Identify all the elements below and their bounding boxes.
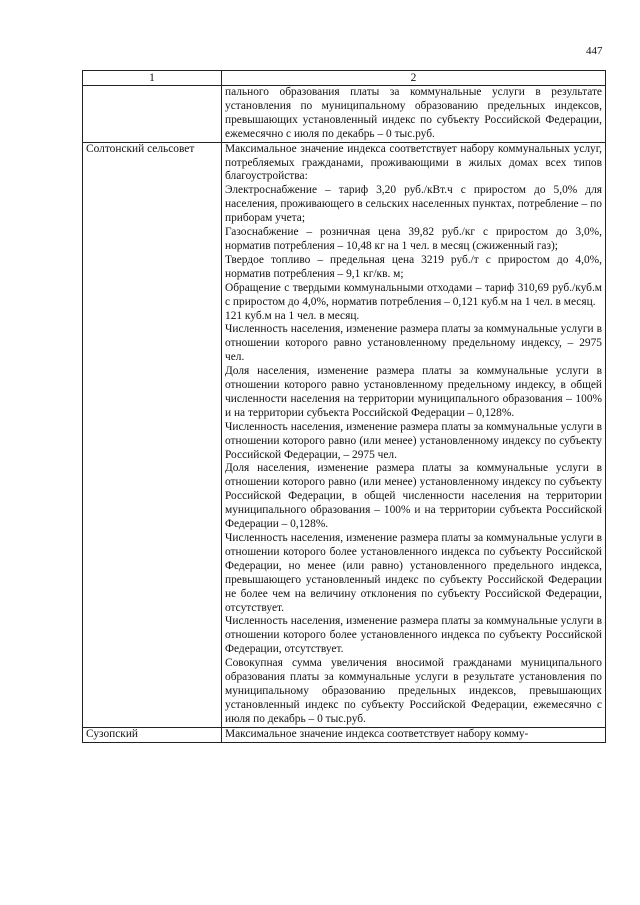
column-header-1: 1 (83, 71, 222, 86)
paragraph: Электроснабжение – тариф 3,20 руб./кВт.ч с приростом до 5,0% для населения, проживающего в сельских населенных пунктах, потребление – по приборам учета; (225, 184, 602, 225)
paragraph: пального образования платы за коммунальные услуги в результате установления по муниципальному образованию предельных индексов, превышающих установленный индекс по субъекту Российской Федерации, ежемесячно с июля по декабрь – 0 тыс.руб. (225, 86, 602, 140)
table-row (83, 727, 606, 742)
paragraph: Доля населения, изменение размера платы за коммунальные услуги в отношении которого равно (или менее) установленному индексу по субъекту Российской Федерации, в общей численности населения на территории муниципального образования – 100% и на территории субъекта Российской Федерации – 0,128%. (225, 462, 602, 531)
paragraph: Максимальное значение индекса соответствует набору коммунальных услуг, потребляемых гражданами, проживающими в жилых домах всех типов благоустройства: (225, 142, 602, 183)
paragraph: Совокупная сумма увеличения вносимой гражданами муниципального образования платы за коммунальные услуги в результате установления по муниципальному образованию предельных индексов, превышающих установленный индекс по субъекту Российской Федерации, ежемесячно с июля по декабрь – 0 тыс.руб. (225, 657, 602, 725)
column-header-2: 2 (222, 71, 606, 86)
paragraph: Газоснабжение – розничная цена 39,82 руб./кг с приростом до 3,0%, норматив потребления – 10,48 кг на 1 чел. в месяц (сжиженный газ); (225, 226, 602, 252)
paragraph: Твердое топливо – предельная цена 3219 руб./т с приростом до 4,0%, норматив потребления – 9,1 кг/кв. м; (225, 253, 602, 280)
paragraph: Численность населения, изменение размера платы за коммунальные услуги в отношении которого более установленного индекса по субъекту Российской Федерации, но менее (или равно) установленного предельного индекса, превышающего установленный индекс по субъекту Российской Федерации не более чем на величину отклонения по субъекту Российской Федерации, отсутствует. (225, 532, 602, 614)
page-number: 447 (586, 45, 603, 57)
paragraph: Численность населения, изменение размера платы за коммунальные услуги в отношении которого равно установленному предельному индексу, – 2975 чел. (225, 323, 602, 364)
paragraph: Максимальное значение индекса соответствует набору комму- (225, 727, 529, 740)
description-cell (222, 727, 606, 742)
paragraph: Численность населения, изменение размера платы за коммунальные услуги в отношении которого равно (или менее) установленному индексу по субъекту Российской Федерации, – 2975 чел. (225, 420, 602, 461)
description-cell (222, 86, 606, 143)
table-row (83, 142, 606, 727)
municipality-cell: Солтонский сельсовет (83, 142, 222, 727)
paragraph: Доля населения, изменение размера платы за коммунальные услуги в отношении которого равно установленному предельному индексу, в общей численности населения на территории муниципального образования – 100% и на территории субъекта Российской Федерации – 0,128%. (225, 365, 602, 419)
municipality-cell (83, 86, 222, 143)
municipality-cell: Сузопский (83, 727, 222, 742)
paragraph: 121 куб.м на 1 чел. в месяц. (225, 309, 360, 322)
tariff-table (82, 70, 606, 743)
table-header-row (83, 71, 606, 86)
paragraph: Численность населения, изменение размера платы за коммунальные услуги в отношении которого более установленного индекса по субъекту Российской Федерации, отсутствует. (225, 615, 602, 656)
description-cell (222, 142, 606, 727)
table-row (83, 86, 606, 143)
paragraph: Обращение с твердыми коммунальными отходами – тариф 310,69 руб./куб.м с приростом до 4,0%, норматив потребления – 0,121 куб.м на 1 чел. в месяц. (225, 281, 602, 308)
